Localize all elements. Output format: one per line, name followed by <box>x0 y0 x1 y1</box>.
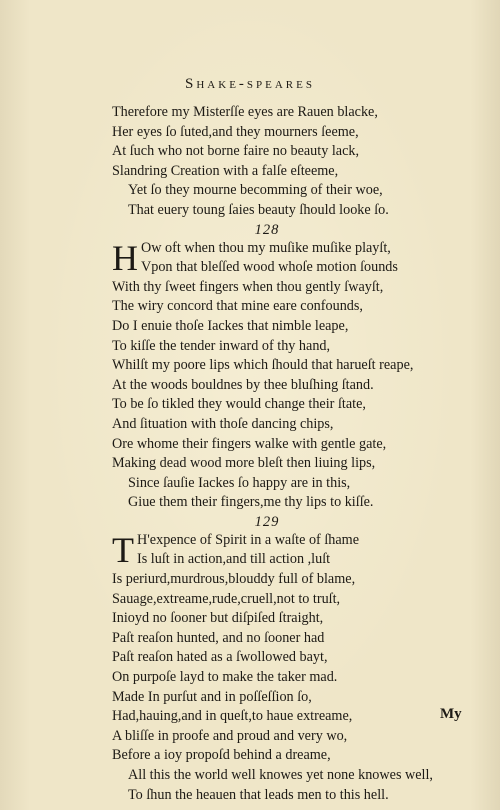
verse-line: Is periurd,murdrous,blouddy full of blame, <box>112 571 356 588</box>
verse-line: Do I enuie thoſe Iackes that nimble leape, <box>112 317 349 334</box>
verse-line: To ſhun the heauen that leads men to this hell. <box>128 786 389 803</box>
verse-line: That euery toung ſaies beauty ſhould looke ſo. <box>128 201 389 218</box>
verse-line: Vpon that bleſſed wood whoſe motion ſounds <box>141 259 398 276</box>
drop-cap: H <box>112 237 138 278</box>
verse-line: Making dead wood more bleſt then liuing lips, <box>112 455 376 472</box>
verse-line: On purpoſe layd to make the taker mad. <box>112 669 338 686</box>
verse-line: At the woods bouldnes by thee bluſhing ſtand. <box>112 376 374 393</box>
catchword: My <box>440 706 462 722</box>
running-header: Shake-speares <box>185 76 315 92</box>
verse-line: H'expence of Spirit in a waſte of ſhame <box>137 531 359 548</box>
sonnet-127-end <box>112 103 492 221</box>
verse-line: Yet ſo they mourne becomming of their woe, <box>128 182 383 199</box>
verse-line: Is luſt in action,and till action ,luſt <box>137 551 331 568</box>
verse-line: With thy ſweet fingers when thou gently ſwayſt, <box>112 278 384 295</box>
page-text <box>112 103 492 805</box>
verse-line: Had,hauing,and in queſt,to haue extreame, <box>112 708 353 725</box>
verse-line: Ow oft when thou my muſike muſike playſt, <box>141 239 391 256</box>
verse-line: Since ſauſie Iackes ſo happy are in this, <box>128 474 351 491</box>
verse-line: Her eyes ſo ſuted,and they mourners ſeeme, <box>112 123 359 140</box>
verse-line: Sauage,extreame,rude,cruell,not to truſt, <box>112 590 341 607</box>
verse-line: Ore whome their fingers walke with gentle gate, <box>112 435 387 452</box>
verse-line: And ſituation with thoſe dancing chips, <box>112 415 334 432</box>
sonnet-number: 128 <box>254 221 280 238</box>
verse-line: Before a ioy propoſd behind a dreame, <box>112 747 331 764</box>
verse-line: At ſuch who not borne faire no beauty lack, <box>112 143 360 160</box>
verse-line: Paſt reaſon hated as a ſwollowed bayt, <box>112 649 328 666</box>
sonnet-number: 129 <box>254 513 280 530</box>
sonnet-129 <box>112 531 492 805</box>
verse-line: Paſt reaſon hunted, and no ſooner had <box>112 629 325 646</box>
verse-line: To kiſſe the tender inward of thy hand, <box>112 337 331 354</box>
verse-line: Made In purſut and in poſſeſſion ſo, <box>112 688 312 705</box>
drop-cap: T <box>112 529 134 570</box>
verse-line: Giue them their fingers,me thy lips to kiſſe. <box>128 494 374 511</box>
verse-line: Whilſt my poore lips which ſhould that harueſt reape, <box>112 357 414 374</box>
verse-line: Therefore my Misterſſe eyes are Rauen blacke, <box>112 104 378 120</box>
verse-line: All this the world well knowes yet none knowes well, <box>128 767 433 783</box>
verse-line: A bliſſe in proofe and proud and very wo, <box>112 727 348 744</box>
verse-line: Slandring Creation with a falſe eſteeme, <box>112 162 339 179</box>
verse-line: Inioyd no ſooner but diſpiſed ſtraight, <box>112 610 324 627</box>
verse-line: To be ſo tikled they would change their ſtate, <box>112 396 366 413</box>
verse-line: The wiry concord that mine eare confounds, <box>112 298 363 315</box>
sonnet-128 <box>112 239 492 513</box>
